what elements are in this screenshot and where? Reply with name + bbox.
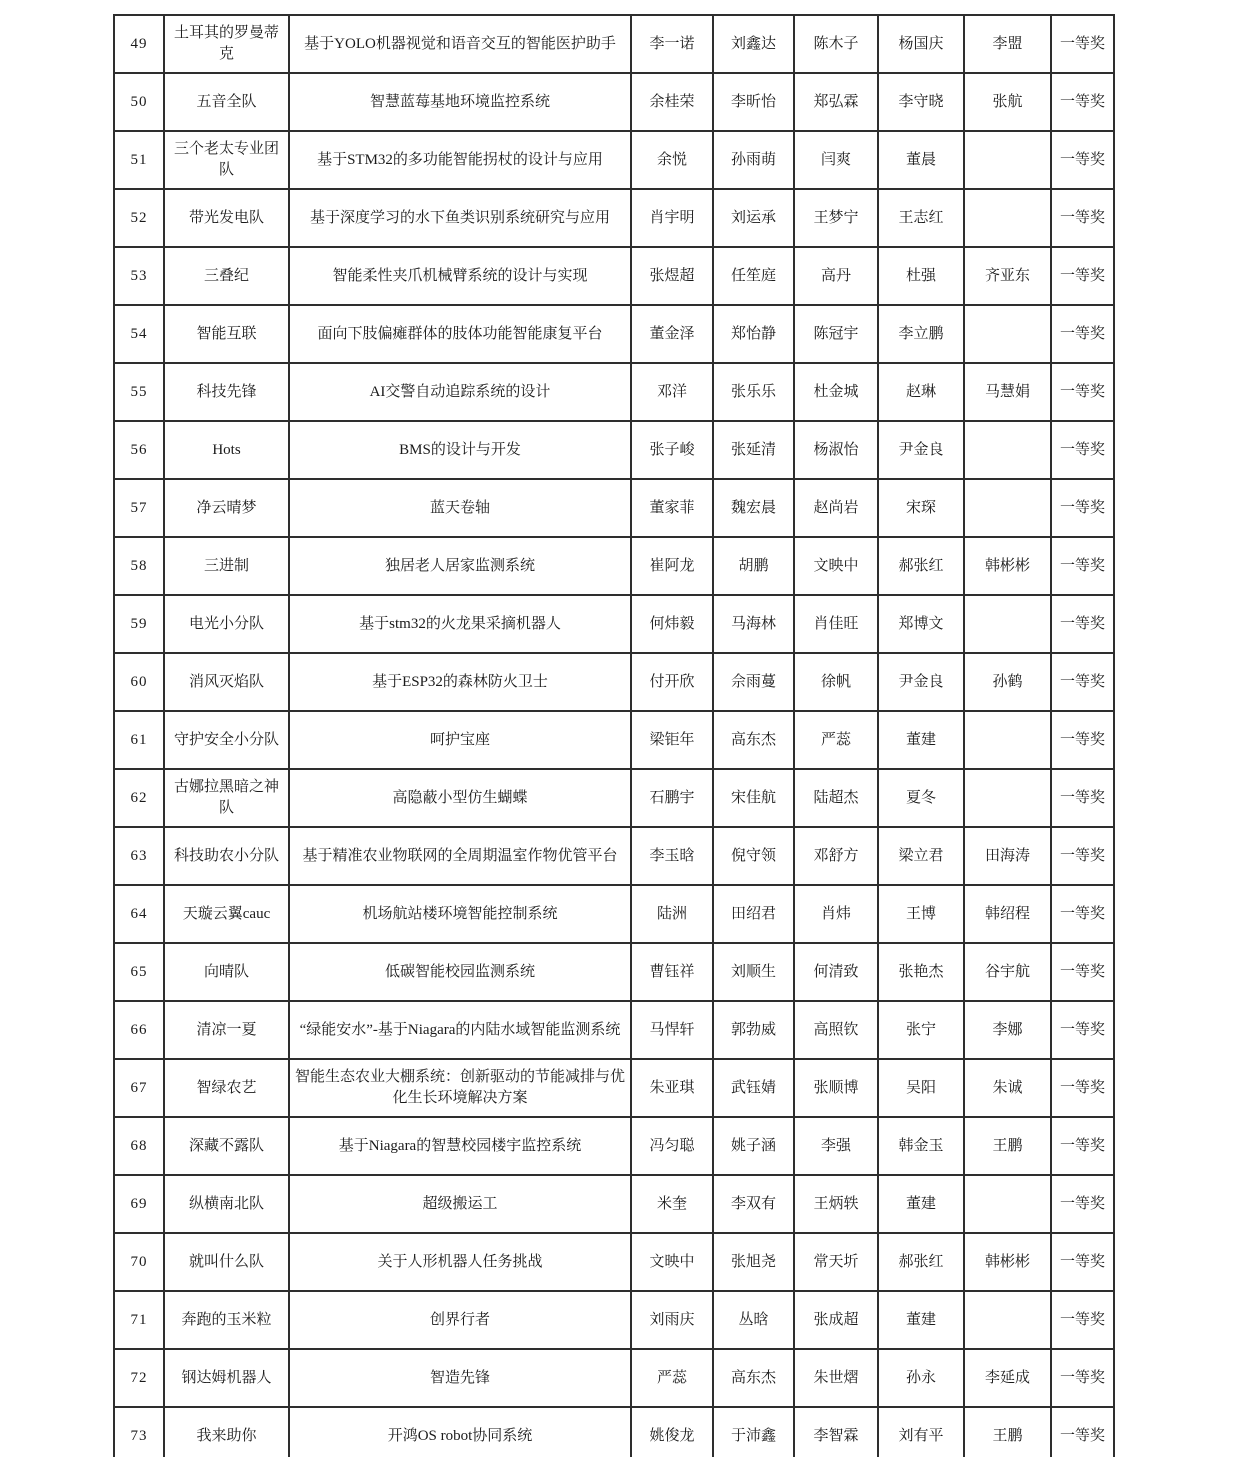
member-name-cell-2: 张乐乐	[713, 363, 794, 421]
row-number-cell: 63	[114, 827, 164, 885]
member-name-cell-4: 董建	[878, 1175, 964, 1233]
member-name-cell-4: 杜强	[878, 247, 964, 305]
member-name-cell-5: 王鹏	[964, 1117, 1051, 1175]
member-name-cell-4: 张宁	[878, 1001, 964, 1059]
member-name-cell-1: 邓洋	[631, 363, 713, 421]
team-name-cell: 带光发电队	[164, 189, 289, 247]
team-name-cell: 清凉一夏	[164, 1001, 289, 1059]
member-name-cell-3: 常天圻	[794, 1233, 878, 1291]
table-row	[114, 479, 1114, 537]
table-row	[114, 827, 1114, 885]
member-name-cell-1: 余悦	[631, 131, 713, 189]
project-title-cell: 基于STM32的多功能智能拐杖的设计与应用	[289, 131, 631, 189]
award-level-cell: 一等奖	[1051, 73, 1114, 131]
award-level-cell: 一等奖	[1051, 131, 1114, 189]
member-name-cell-4: 孙永	[878, 1349, 964, 1407]
project-title-cell: 开鸿OS robot协同系统	[289, 1407, 631, 1457]
table-row	[114, 769, 1114, 827]
member-name-cell-4: 杨国庆	[878, 15, 964, 73]
row-number-cell: 64	[114, 885, 164, 943]
member-name-cell-4: 梁立君	[878, 827, 964, 885]
member-name-cell-2: 佘雨蔓	[713, 653, 794, 711]
project-title-cell: 高隐蔽小型仿生蝴蝶	[289, 769, 631, 827]
award-level-cell: 一等奖	[1051, 421, 1114, 479]
table-row	[114, 943, 1114, 1001]
member-name-cell-1: 梁钜年	[631, 711, 713, 769]
member-name-cell-1: 冯匀聪	[631, 1117, 713, 1175]
team-name-cell: 科技助农小分队	[164, 827, 289, 885]
member-name-cell-5: 韩彬彬	[964, 537, 1051, 595]
row-number-cell: 57	[114, 479, 164, 537]
member-name-cell-2: 胡鹏	[713, 537, 794, 595]
table-row	[114, 537, 1114, 595]
member-name-cell-5: 齐亚东	[964, 247, 1051, 305]
team-name-cell: 土耳其的罗曼蒂克	[164, 15, 289, 73]
row-number-cell: 62	[114, 769, 164, 827]
member-name-cell-3: 李强	[794, 1117, 878, 1175]
member-name-cell-2: 郑怡静	[713, 305, 794, 363]
member-name-cell-3: 高照钦	[794, 1001, 878, 1059]
member-name-cell-4: 尹金良	[878, 421, 964, 479]
team-name-cell: 净云晴梦	[164, 479, 289, 537]
award-level-cell: 一等奖	[1051, 653, 1114, 711]
member-name-cell-3: 杨淑怡	[794, 421, 878, 479]
member-name-cell-2: 姚子涵	[713, 1117, 794, 1175]
row-number-cell: 55	[114, 363, 164, 421]
member-name-cell-5	[964, 421, 1051, 479]
row-number-cell: 60	[114, 653, 164, 711]
team-name-cell: 三个老太专业团队	[164, 131, 289, 189]
team-name-cell: Hots	[164, 421, 289, 479]
project-title-cell: 面向下肢偏瘫群体的肢体功能智能康复平台	[289, 305, 631, 363]
member-name-cell-4: 尹金良	[878, 653, 964, 711]
table-row	[114, 1407, 1114, 1457]
project-title-cell: 基于精准农业物联网的全周期温室作物优管平台	[289, 827, 631, 885]
member-name-cell-5	[964, 769, 1051, 827]
member-name-cell-1: 李一诺	[631, 15, 713, 73]
member-name-cell-5	[964, 189, 1051, 247]
member-name-cell-1: 朱亚琪	[631, 1059, 713, 1117]
award-level-cell: 一等奖	[1051, 363, 1114, 421]
row-number-cell: 73	[114, 1407, 164, 1457]
project-title-cell: 蓝天卷轴	[289, 479, 631, 537]
team-name-cell: 我来助你	[164, 1407, 289, 1457]
award-level-cell: 一等奖	[1051, 1407, 1114, 1457]
member-name-cell-4: 王志红	[878, 189, 964, 247]
row-number-cell: 69	[114, 1175, 164, 1233]
team-name-cell: 消风灭焰队	[164, 653, 289, 711]
row-number-cell: 70	[114, 1233, 164, 1291]
award-level-cell: 一等奖	[1051, 943, 1114, 1001]
member-name-cell-2: 张延清	[713, 421, 794, 479]
award-level-cell: 一等奖	[1051, 537, 1114, 595]
member-name-cell-5: 谷宇航	[964, 943, 1051, 1001]
member-name-cell-5: 韩彬彬	[964, 1233, 1051, 1291]
row-number-cell: 65	[114, 943, 164, 1001]
member-name-cell-4: 张艳杰	[878, 943, 964, 1001]
member-name-cell-5: 朱诚	[964, 1059, 1051, 1117]
member-name-cell-1: 姚俊龙	[631, 1407, 713, 1457]
table-row	[114, 1349, 1114, 1407]
award-level-cell: 一等奖	[1051, 1291, 1114, 1349]
row-number-cell: 49	[114, 15, 164, 73]
award-level-cell: 一等奖	[1051, 479, 1114, 537]
project-title-cell: 基于Niagara的智慧校园楼宇监控系统	[289, 1117, 631, 1175]
member-name-cell-3: 徐帆	[794, 653, 878, 711]
member-name-cell-2: 高东杰	[713, 711, 794, 769]
award-level-cell: 一等奖	[1051, 769, 1114, 827]
row-number-cell: 56	[114, 421, 164, 479]
award-level-cell: 一等奖	[1051, 1059, 1114, 1117]
member-name-cell-2: 张旭尧	[713, 1233, 794, 1291]
row-number-cell: 67	[114, 1059, 164, 1117]
row-number-cell: 54	[114, 305, 164, 363]
member-name-cell-2: 宋佳航	[713, 769, 794, 827]
member-name-cell-2: 李双有	[713, 1175, 794, 1233]
member-name-cell-5: 王鹏	[964, 1407, 1051, 1457]
project-title-cell: 超级搬运工	[289, 1175, 631, 1233]
member-name-cell-2: 刘鑫达	[713, 15, 794, 73]
project-title-cell: 呵护宝座	[289, 711, 631, 769]
member-name-cell-2: 孙雨萌	[713, 131, 794, 189]
award-level-cell: 一等奖	[1051, 711, 1114, 769]
member-name-cell-1: 张煜超	[631, 247, 713, 305]
award-table	[113, 14, 1115, 1457]
team-name-cell: 智绿农艺	[164, 1059, 289, 1117]
member-name-cell-2: 高东杰	[713, 1349, 794, 1407]
member-name-cell-2: 于沛鑫	[713, 1407, 794, 1457]
award-level-cell: 一等奖	[1051, 305, 1114, 363]
team-name-cell: 三进制	[164, 537, 289, 595]
team-name-cell: 古娜拉黑暗之神队	[164, 769, 289, 827]
member-name-cell-4: 郝张红	[878, 1233, 964, 1291]
member-name-cell-1: 文映中	[631, 1233, 713, 1291]
member-name-cell-1: 陆洲	[631, 885, 713, 943]
award-table-body	[114, 15, 1114, 1457]
member-name-cell-2: 刘顺生	[713, 943, 794, 1001]
project-title-cell: 智能生态农业大棚系统：创新驱动的节能减排与优化生长环境解决方案	[289, 1059, 631, 1117]
project-title-cell: 智造先锋	[289, 1349, 631, 1407]
member-name-cell-4: 郝张红	[878, 537, 964, 595]
member-name-cell-4: 刘有平	[878, 1407, 964, 1457]
award-level-cell: 一等奖	[1051, 1175, 1114, 1233]
member-name-cell-3: 郑弘霖	[794, 73, 878, 131]
member-name-cell-5	[964, 131, 1051, 189]
table-row	[114, 711, 1114, 769]
member-name-cell-2: 刘运承	[713, 189, 794, 247]
award-level-cell: 一等奖	[1051, 247, 1114, 305]
table-row	[114, 885, 1114, 943]
member-name-cell-3: 杜金城	[794, 363, 878, 421]
member-name-cell-3: 闫爽	[794, 131, 878, 189]
row-number-cell: 53	[114, 247, 164, 305]
member-name-cell-1: 肖宇明	[631, 189, 713, 247]
row-number-cell: 72	[114, 1349, 164, 1407]
member-name-cell-5	[964, 479, 1051, 537]
project-title-cell: BMS的设计与开发	[289, 421, 631, 479]
member-name-cell-4: 韩金玉	[878, 1117, 964, 1175]
member-name-cell-3: 朱世熠	[794, 1349, 878, 1407]
member-name-cell-5: 李娜	[964, 1001, 1051, 1059]
member-name-cell-1: 余桂荣	[631, 73, 713, 131]
member-name-cell-5: 田海涛	[964, 827, 1051, 885]
table-row	[114, 1291, 1114, 1349]
award-level-cell: 一等奖	[1051, 189, 1114, 247]
member-name-cell-2: 魏宏晨	[713, 479, 794, 537]
table-row	[114, 1001, 1114, 1059]
member-name-cell-5	[964, 595, 1051, 653]
table-row	[114, 1233, 1114, 1291]
team-name-cell: 就叫什么队	[164, 1233, 289, 1291]
member-name-cell-5	[964, 305, 1051, 363]
member-name-cell-1: 付开欣	[631, 653, 713, 711]
member-name-cell-2: 李昕怡	[713, 73, 794, 131]
member-name-cell-5: 韩绍程	[964, 885, 1051, 943]
member-name-cell-1: 马悍轩	[631, 1001, 713, 1059]
table-row	[114, 247, 1114, 305]
member-name-cell-4: 李守晓	[878, 73, 964, 131]
row-number-cell: 71	[114, 1291, 164, 1349]
member-name-cell-2: 田绍君	[713, 885, 794, 943]
project-title-cell: 基于ESP32的森林防火卫士	[289, 653, 631, 711]
member-name-cell-3: 李智霖	[794, 1407, 878, 1457]
table-row	[114, 131, 1114, 189]
project-title-cell: 独居老人居家监测系统	[289, 537, 631, 595]
project-title-cell: 关于人形机器人任务挑战	[289, 1233, 631, 1291]
project-title-cell: AI交警自动追踪系统的设计	[289, 363, 631, 421]
member-name-cell-4: 董建	[878, 1291, 964, 1349]
award-level-cell: 一等奖	[1051, 1117, 1114, 1175]
row-number-cell: 51	[114, 131, 164, 189]
member-name-cell-5: 马慧娟	[964, 363, 1051, 421]
team-name-cell: 深藏不露队	[164, 1117, 289, 1175]
table-row	[114, 15, 1114, 73]
member-name-cell-3: 邓舒方	[794, 827, 878, 885]
project-title-cell: 智能柔性夹爪机械臂系统的设计与实现	[289, 247, 631, 305]
member-name-cell-3: 何清致	[794, 943, 878, 1001]
member-name-cell-5: 李延成	[964, 1349, 1051, 1407]
member-name-cell-3: 王梦宁	[794, 189, 878, 247]
member-name-cell-3: 文映中	[794, 537, 878, 595]
member-name-cell-5: 李盟	[964, 15, 1051, 73]
member-name-cell-4: 董建	[878, 711, 964, 769]
award-level-cell: 一等奖	[1051, 827, 1114, 885]
table-row	[114, 189, 1114, 247]
table-row	[114, 1059, 1114, 1117]
award-level-cell: 一等奖	[1051, 1001, 1114, 1059]
member-name-cell-2: 任笙庭	[713, 247, 794, 305]
team-name-cell: 守护安全小分队	[164, 711, 289, 769]
member-name-cell-2: 武钰婧	[713, 1059, 794, 1117]
team-name-cell: 五音全队	[164, 73, 289, 131]
row-number-cell: 59	[114, 595, 164, 653]
member-name-cell-5	[964, 711, 1051, 769]
team-name-cell: 纵横南北队	[164, 1175, 289, 1233]
member-name-cell-5: 张航	[964, 73, 1051, 131]
table-row	[114, 73, 1114, 131]
member-name-cell-4: 郑博文	[878, 595, 964, 653]
member-name-cell-4: 李立鹏	[878, 305, 964, 363]
row-number-cell: 52	[114, 189, 164, 247]
member-name-cell-1: 米奎	[631, 1175, 713, 1233]
team-name-cell: 奔跑的玉米粒	[164, 1291, 289, 1349]
table-row	[114, 1175, 1114, 1233]
row-number-cell: 68	[114, 1117, 164, 1175]
member-name-cell-4: 夏冬	[878, 769, 964, 827]
member-name-cell-4: 吴阳	[878, 1059, 964, 1117]
project-title-cell: 创界行者	[289, 1291, 631, 1349]
member-name-cell-1: 石鹏宇	[631, 769, 713, 827]
award-level-cell: 一等奖	[1051, 885, 1114, 943]
member-name-cell-3: 陆超杰	[794, 769, 878, 827]
member-name-cell-4: 赵琳	[878, 363, 964, 421]
member-name-cell-3: 严蕊	[794, 711, 878, 769]
team-name-cell: 天璇云翼cauc	[164, 885, 289, 943]
project-title-cell: 机场航站楼环境智能控制系统	[289, 885, 631, 943]
member-name-cell-1: 曹钰祥	[631, 943, 713, 1001]
member-name-cell-1: 董家菲	[631, 479, 713, 537]
member-name-cell-3: 王炳轶	[794, 1175, 878, 1233]
team-name-cell: 三叠纪	[164, 247, 289, 305]
project-title-cell: 智慧蓝莓基地环境监控系统	[289, 73, 631, 131]
member-name-cell-3: 肖佳旺	[794, 595, 878, 653]
member-name-cell-2: 马海林	[713, 595, 794, 653]
member-name-cell-5	[964, 1291, 1051, 1349]
member-name-cell-3: 高丹	[794, 247, 878, 305]
member-name-cell-1: 董金泽	[631, 305, 713, 363]
project-title-cell: 基于stm32的火龙果采摘机器人	[289, 595, 631, 653]
member-name-cell-3: 张顺博	[794, 1059, 878, 1117]
member-name-cell-4: 董晨	[878, 131, 964, 189]
team-name-cell: 智能互联	[164, 305, 289, 363]
row-number-cell: 61	[114, 711, 164, 769]
team-name-cell: 向晴队	[164, 943, 289, 1001]
award-level-cell: 一等奖	[1051, 15, 1114, 73]
member-name-cell-4: 王博	[878, 885, 964, 943]
member-name-cell-1: 严蕊	[631, 1349, 713, 1407]
member-name-cell-2: 倪守领	[713, 827, 794, 885]
member-name-cell-1: 李玉晗	[631, 827, 713, 885]
member-name-cell-4: 宋琛	[878, 479, 964, 537]
project-title-cell: 基于YOLO机器视觉和语音交互的智能医护助手	[289, 15, 631, 73]
project-title-cell: 基于深度学习的水下鱼类识别系统研究与应用	[289, 189, 631, 247]
award-level-cell: 一等奖	[1051, 595, 1114, 653]
project-title-cell: “绿能安水”-基于Niagara的内陆水域智能监测系统	[289, 1001, 631, 1059]
member-name-cell-5	[964, 1175, 1051, 1233]
table-row	[114, 653, 1114, 711]
member-name-cell-1: 刘雨庆	[631, 1291, 713, 1349]
member-name-cell-2: 丛晗	[713, 1291, 794, 1349]
team-name-cell: 电光小分队	[164, 595, 289, 653]
member-name-cell-2: 郭勃威	[713, 1001, 794, 1059]
member-name-cell-3: 张成超	[794, 1291, 878, 1349]
table-row	[114, 1117, 1114, 1175]
member-name-cell-3: 肖炜	[794, 885, 878, 943]
table-row	[114, 363, 1114, 421]
table-row	[114, 595, 1114, 653]
team-name-cell: 科技先锋	[164, 363, 289, 421]
project-title-cell: 低碳智能校园监测系统	[289, 943, 631, 1001]
member-name-cell-1: 何炜毅	[631, 595, 713, 653]
team-name-cell: 钢达姆机器人	[164, 1349, 289, 1407]
table-row	[114, 305, 1114, 363]
member-name-cell-3: 赵尚岩	[794, 479, 878, 537]
member-name-cell-5: 孙鹤	[964, 653, 1051, 711]
member-name-cell-3: 陈冠宇	[794, 305, 878, 363]
member-name-cell-3: 陈木子	[794, 15, 878, 73]
member-name-cell-1: 张子峻	[631, 421, 713, 479]
award-level-cell: 一等奖	[1051, 1349, 1114, 1407]
row-number-cell: 66	[114, 1001, 164, 1059]
member-name-cell-1: 崔阿龙	[631, 537, 713, 595]
row-number-cell: 50	[114, 73, 164, 131]
table-row	[114, 421, 1114, 479]
award-level-cell: 一等奖	[1051, 1233, 1114, 1291]
row-number-cell: 58	[114, 537, 164, 595]
